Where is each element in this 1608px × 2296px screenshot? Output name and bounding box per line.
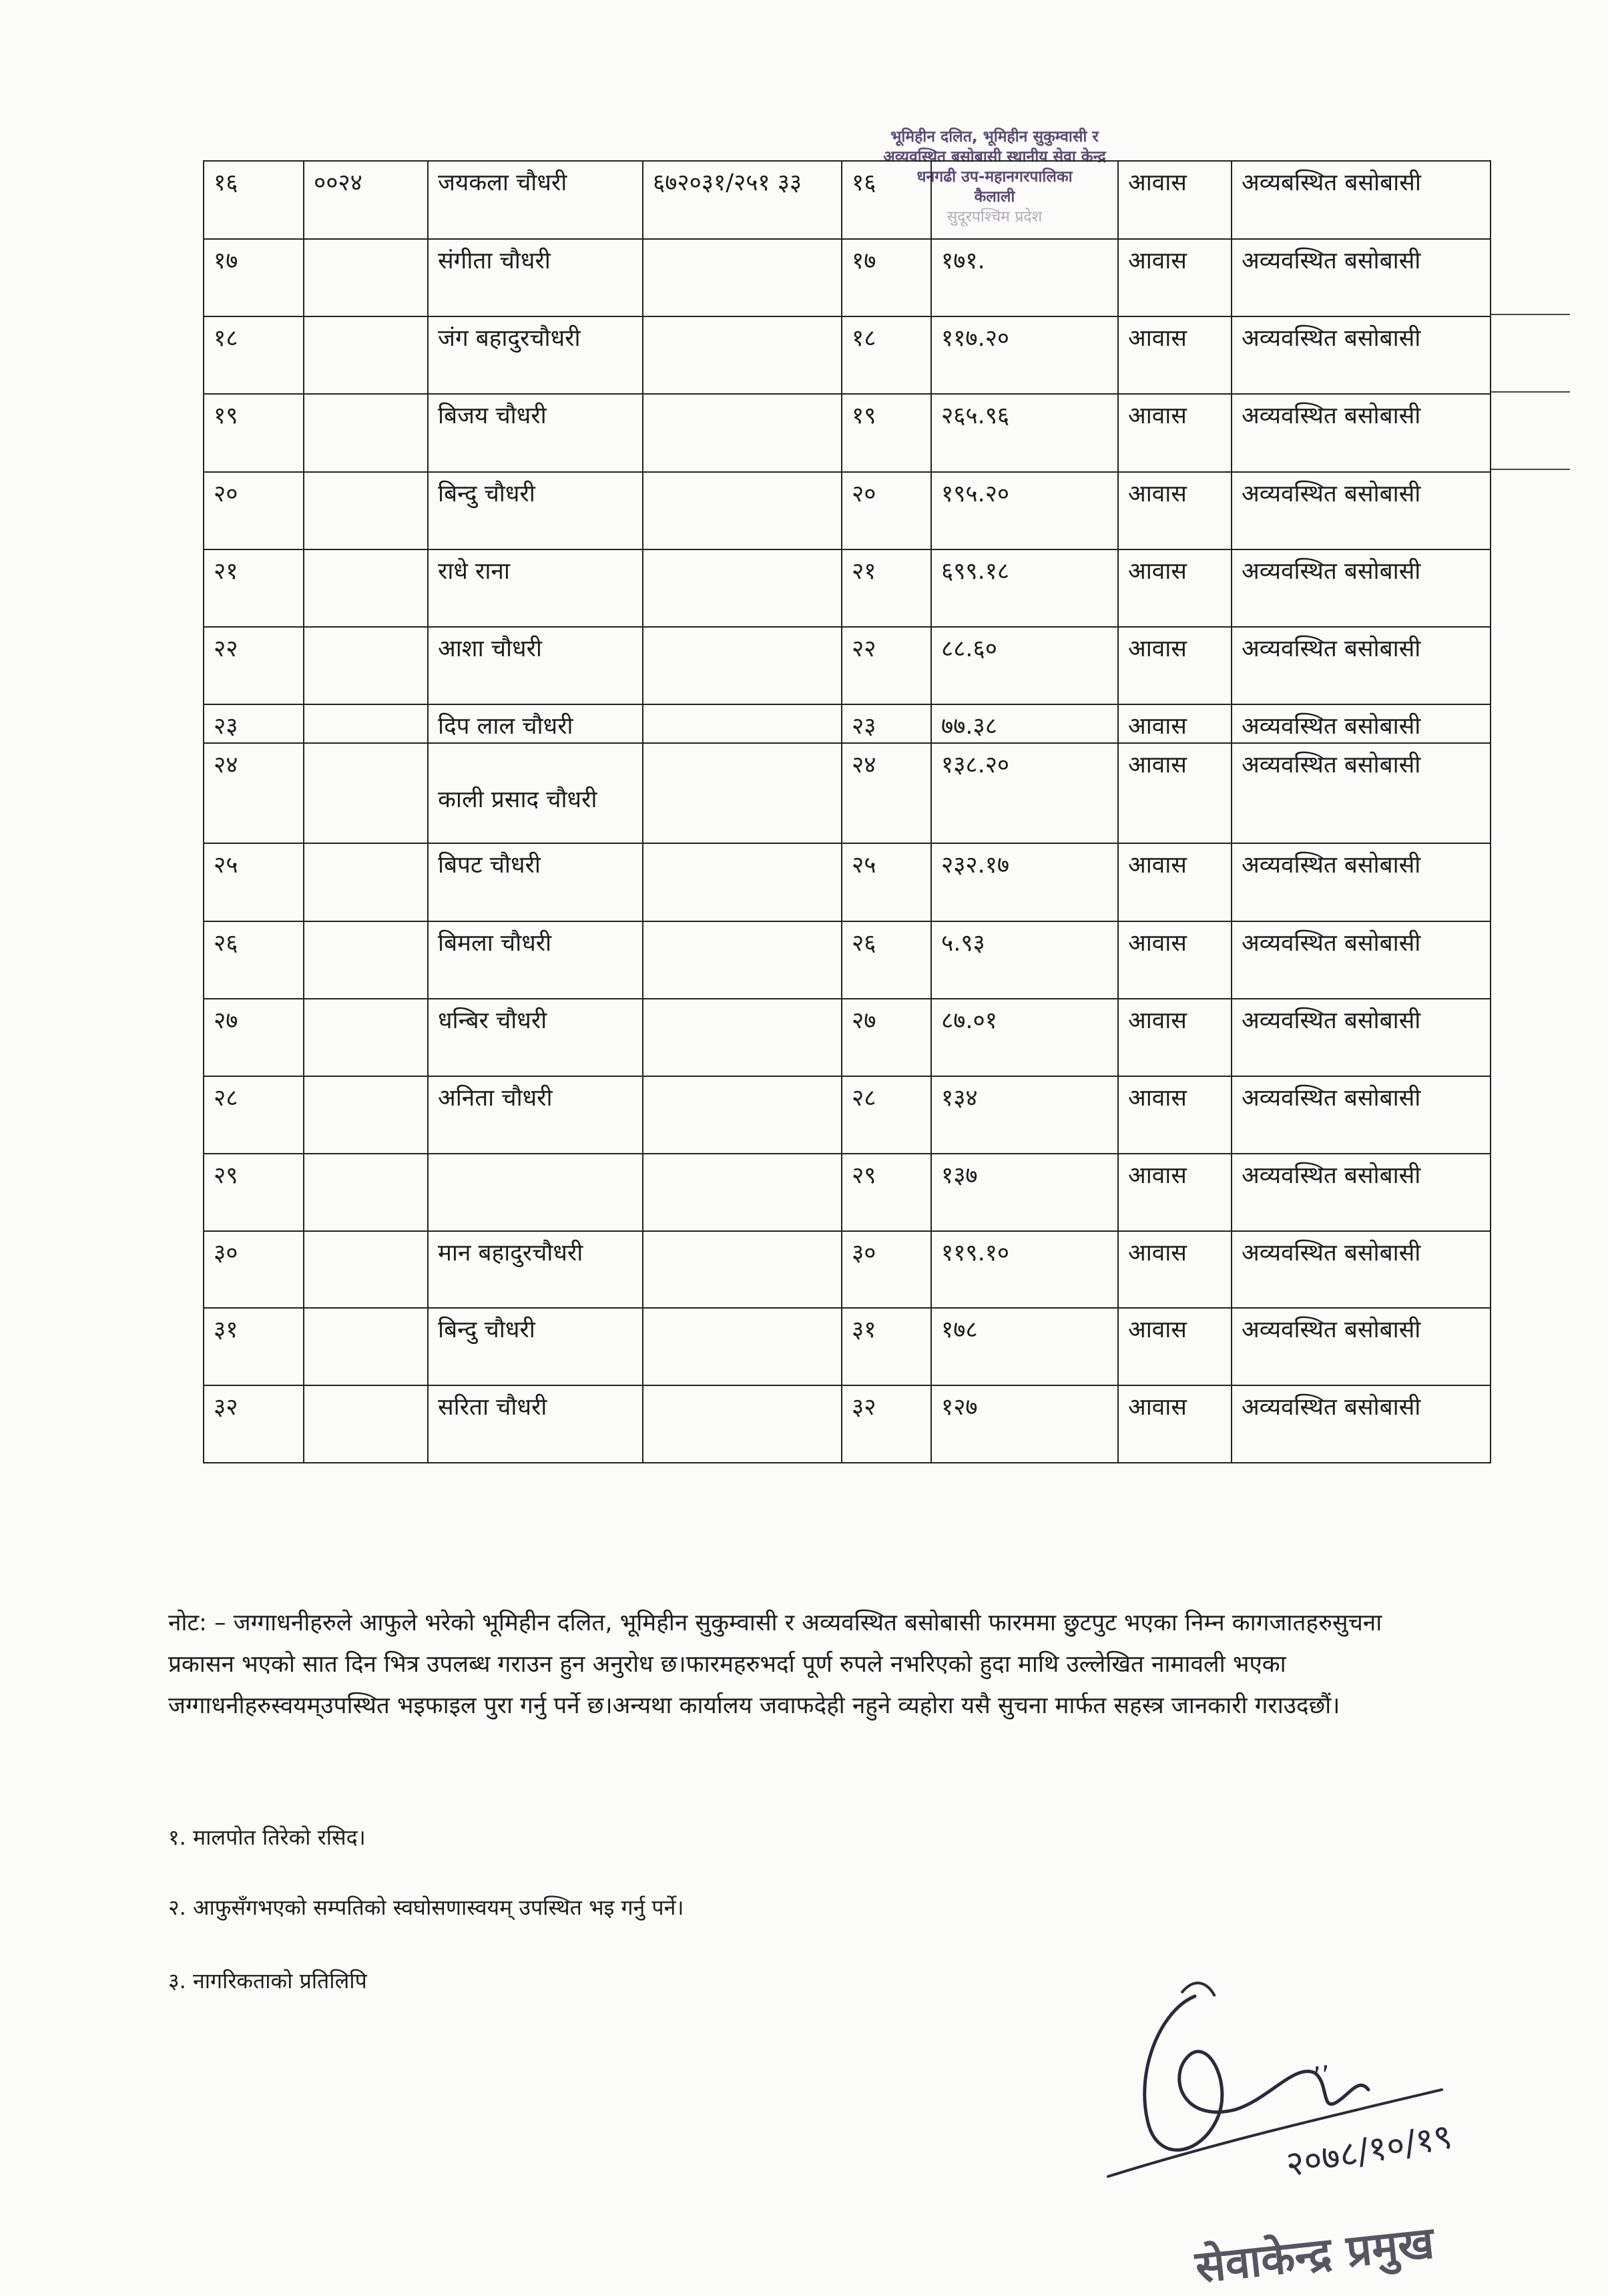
code-cell: [304, 743, 428, 843]
stamp-line: धनगढी उप-महानगरपालिका: [916, 168, 1073, 186]
category-cell: अव्यवस्थित बसोबासी: [1232, 1076, 1491, 1154]
category-cell: अव्यवस्थित बसोबासी: [1232, 843, 1491, 921]
code-cell: [304, 704, 428, 743]
area-cell: ५.९३: [931, 921, 1118, 999]
code-cell: [304, 1231, 428, 1308]
code-cell: [304, 239, 428, 316]
type-cell: आवास: [1118, 1385, 1232, 1463]
signature-image: [1095, 1956, 1509, 2237]
id-cell: ६७२०३१/२५१ ३३: [643, 161, 842, 239]
area-cell: ७७.३८: [931, 704, 1118, 743]
id-cell: [643, 316, 842, 394]
table-row: [204, 999, 1491, 1076]
id-cell: [643, 239, 842, 316]
type-cell: आवास: [1118, 627, 1232, 704]
serial-cell: २०: [204, 472, 304, 549]
serial-cell: २३: [204, 704, 304, 743]
name-cell: बिमला चौधरी: [428, 921, 643, 999]
stamp-line: अव्यवस्थित बसोबासी स्थानीय सेवा केन्द्र: [883, 148, 1106, 166]
name-cell: काली प्रसाद चौधरी: [428, 743, 643, 843]
type-cell: आवास: [1118, 1076, 1232, 1154]
serial-cell: २७: [842, 999, 931, 1076]
stamp-line: भूमिहीन दलित, भूमिहीन सुकुम्वासी र: [890, 128, 1099, 146]
code-cell: [304, 1076, 428, 1154]
note-paragraph: नोट: – जग्गाधनीहरुले आफुले भरेको भूमिहीन दलित, भूमिहीन सुकुम्वासी र अव्यवस्थित बसोबासी फारममा छुटपुट भएका निम्न कागजातहरुसुचना प्रकासन भएको सात दिन भित्र उपलब्ध गराउन हुन अनुरोध छ।फारमहरुभर्दा पूर्ण रुपले नभरिएको हुदा माथि उल्लेखित नामावली भएका जग्गाधनीहरुस्वयम्उपस्थित भइफाइल पुरा गर्नु पर्ने छ।अन्यथा कार्यालय जवाफदेही नहुने व्यहोरा यसै सुचना मार्फत सहस्त्र जानकारी गराउदछौं।: [168, 1610, 1382, 1719]
area-cell: २६५.९६: [931, 394, 1118, 472]
serial-cell: १६: [842, 161, 931, 239]
area-cell: १७८: [931, 1308, 1118, 1385]
required-doc-2: २. आफुसँगभएको सम्पतिको स्वघोसणास्वयम् उपस्थित भइ गर्नु पर्ने।: [168, 1895, 684, 1920]
type-cell: आवास: [1118, 394, 1232, 472]
name-cell: बिजय चौधरी: [428, 394, 643, 472]
signature-title: सेवाकेन्द्र प्रमुख: [1193, 2217, 1436, 2293]
signature-date: २०७८/१०/१९: [1282, 2116, 1455, 2185]
id-cell: [643, 1385, 842, 1463]
category-cell: अव्यवस्थित बसोबासी: [1232, 316, 1491, 394]
stamp-line: सुदूरपश्चिम प्रदेश: [947, 208, 1043, 226]
category-cell: अव्यवस्थित बसोबासी: [1232, 239, 1491, 316]
table-row: [204, 1154, 1491, 1231]
id-cell: [643, 843, 842, 921]
table-row: [204, 743, 1491, 843]
type-cell: आवास: [1118, 1231, 1232, 1308]
name-cell: जयकला चौधरी: [428, 161, 643, 239]
area-cell: १२७: [931, 1385, 1118, 1463]
serial-cell: ३१: [842, 1308, 931, 1385]
table-row: [204, 843, 1491, 921]
type-cell: आवास: [1118, 1154, 1232, 1231]
stray-line: [1490, 314, 1570, 315]
serial-cell: २९: [204, 1154, 304, 1231]
stray-line: [1490, 469, 1570, 470]
area-cell: १३७: [931, 1154, 1118, 1231]
id-cell: [643, 999, 842, 1076]
category-cell: अव्यवस्थित बसोबासी: [1232, 394, 1491, 472]
stamp-line: कैलाली: [974, 188, 1015, 206]
name-cell: राधे राना: [428, 549, 643, 627]
id-cell: [643, 1154, 842, 1231]
category-cell: अव्यवस्थित बसोबासी: [1232, 549, 1491, 627]
category-cell: अव्यवस्थित बसोबासी: [1232, 472, 1491, 549]
serial-cell: २७: [204, 999, 304, 1076]
serial-cell: ३०: [842, 1231, 931, 1308]
table-body: [204, 161, 1491, 1463]
table-row: [204, 472, 1491, 549]
serial-cell: २२: [842, 627, 931, 704]
area-cell: ८७.०१: [931, 999, 1118, 1076]
stray-line: [1490, 391, 1570, 393]
serial-cell: १९: [204, 394, 304, 472]
type-cell: आवास: [1118, 549, 1232, 627]
name-cell: धन्बिर चौधरी: [428, 999, 643, 1076]
name-cell: सरिता चौधरी: [428, 1385, 643, 1463]
serial-cell: २८: [204, 1076, 304, 1154]
id-cell: [643, 394, 842, 472]
serial-cell: २५: [842, 843, 931, 921]
serial-cell: १८: [842, 316, 931, 394]
table-row: [204, 704, 1491, 743]
type-cell: आवास: [1118, 161, 1232, 239]
code-cell: [304, 1308, 428, 1385]
table-row: [204, 549, 1491, 627]
category-cell: अव्यवस्थित बसोबासी: [1232, 1308, 1491, 1385]
serial-cell: १७: [204, 239, 304, 316]
serial-cell: २१: [204, 549, 304, 627]
table-row: [204, 239, 1491, 316]
category-cell: अव्यवस्थित बसोबासी: [1232, 627, 1491, 704]
code-cell: ००२४: [304, 161, 428, 239]
code-cell: [304, 921, 428, 999]
code-cell: [304, 999, 428, 1076]
table-row: [204, 161, 1491, 239]
area-cell: [931, 161, 1118, 239]
id-cell: [643, 627, 842, 704]
serial-cell: २२: [204, 627, 304, 704]
code-cell: [304, 316, 428, 394]
serial-cell: १७: [842, 239, 931, 316]
serial-cell: २०: [842, 472, 931, 549]
type-cell: आवास: [1118, 704, 1232, 743]
name-cell: जंग बहादुरचौधरी: [428, 316, 643, 394]
category-cell: अव्यवस्थित बसोबासी: [1232, 704, 1491, 743]
name-cell: बिन्दु चौधरी: [428, 1308, 643, 1385]
type-cell: आवास: [1118, 743, 1232, 843]
table-row: [204, 1231, 1491, 1308]
svg-text:’’: ’’: [1311, 2060, 1333, 2093]
type-cell: आवास: [1118, 316, 1232, 394]
category-cell: अव्यवस्थित बसोबासी: [1232, 1154, 1491, 1231]
name-cell: अनिता चौधरी: [428, 1076, 643, 1154]
serial-cell: ३०: [204, 1231, 304, 1308]
name-cell: दिप लाल चौधरी: [428, 704, 643, 743]
name-cell: आशा चौधरी: [428, 627, 643, 704]
type-cell: आवास: [1118, 1308, 1232, 1385]
id-cell: [643, 1308, 842, 1385]
code-cell: [304, 1154, 428, 1231]
name-cell: बिन्दु चौधरी: [428, 472, 643, 549]
serial-cell: २९: [842, 1154, 931, 1231]
category-cell: अव्यवस्थित बसोबासी: [1232, 999, 1491, 1076]
serial-cell: २६: [842, 921, 931, 999]
serial-cell: २८: [842, 1076, 931, 1154]
code-cell: [304, 394, 428, 472]
type-cell: आवास: [1118, 472, 1232, 549]
serial-cell: ३२: [842, 1385, 931, 1463]
serial-cell: ३२: [204, 1385, 304, 1463]
area-cell: ६९९.१८: [931, 549, 1118, 627]
id-cell: [643, 549, 842, 627]
serial-cell: १८: [204, 316, 304, 394]
category-cell: अव्यवस्थित बसोबासी: [1232, 1385, 1491, 1463]
category-cell: अव्यवस्थित बसोबासी: [1232, 743, 1491, 843]
name-cell: [428, 1154, 643, 1231]
code-cell: [304, 1385, 428, 1463]
serial-cell: १६: [204, 161, 304, 239]
table-row: [204, 394, 1491, 472]
table-row: [204, 1385, 1491, 1463]
id-cell: [643, 472, 842, 549]
required-doc-1: १. मालपोत तिरेको रसिद।: [168, 1825, 366, 1850]
id-cell: [643, 743, 842, 843]
code-cell: [304, 627, 428, 704]
serial-cell: २४: [842, 743, 931, 843]
serial-cell: १९: [842, 394, 931, 472]
table-row: [204, 627, 1491, 704]
serial-cell: २५: [204, 843, 304, 921]
name-cell: बिपट चौधरी: [428, 843, 643, 921]
table-row: [204, 1076, 1491, 1154]
id-cell: [643, 704, 842, 743]
land-register-table: [203, 160, 1491, 1463]
table-row: [204, 921, 1491, 999]
serial-cell: २३: [842, 704, 931, 743]
area-cell: १७१.: [931, 239, 1118, 316]
type-cell: आवास: [1118, 843, 1232, 921]
id-cell: [643, 921, 842, 999]
type-cell: आवास: [1118, 239, 1232, 316]
area-cell: ११७.२०: [931, 316, 1118, 394]
name-cell: संगीता चौधरी: [428, 239, 643, 316]
serial-cell: २४: [204, 743, 304, 843]
area-cell: ८८.६०: [931, 627, 1118, 704]
code-cell: [304, 472, 428, 549]
area-cell: १९५.२०: [931, 472, 1118, 549]
name-cell: मान बहादुरचौधरी: [428, 1231, 643, 1308]
area-cell: ११९.१०: [931, 1231, 1118, 1308]
code-cell: [304, 843, 428, 921]
type-cell: आवास: [1118, 999, 1232, 1076]
category-cell: अव्यवस्थित बसोबासी: [1232, 1231, 1491, 1308]
category-cell: अव्यबस्थित बसोबासी: [1232, 161, 1491, 239]
area-cell: १३८.२०: [931, 743, 1118, 843]
table-row: [204, 1308, 1491, 1385]
serial-cell: २१: [842, 549, 931, 627]
id-cell: [643, 1231, 842, 1308]
area-cell: २३२.१७: [931, 843, 1118, 921]
id-cell: [643, 1076, 842, 1154]
code-cell: [304, 549, 428, 627]
type-cell: आवास: [1118, 921, 1232, 999]
serial-cell: २६: [204, 921, 304, 999]
required-doc-3: ३. नागरिकताको प्रतिलिपि: [168, 1968, 367, 1994]
notice-note: [168, 1602, 1436, 1727]
area-cell: १३४: [931, 1076, 1118, 1154]
category-cell: अव्यवस्थित बसोबासी: [1232, 921, 1491, 999]
serial-cell: ३१: [204, 1308, 304, 1385]
table-row: [204, 316, 1491, 394]
